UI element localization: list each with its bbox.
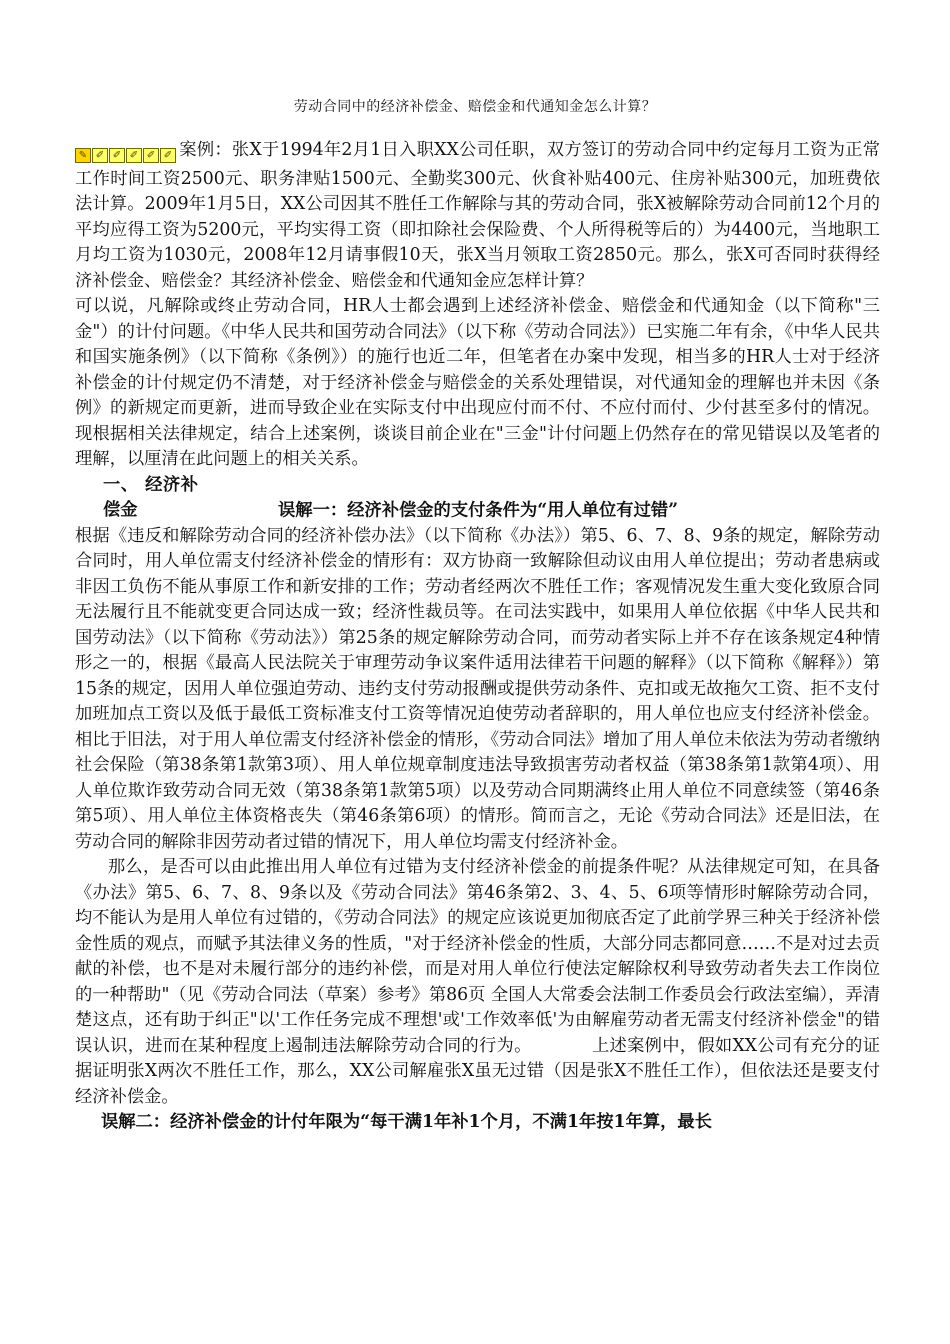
- section-heading-1: [75, 473, 880, 524]
- intro-paragraph: 可以说，凡解除或终止劳动合同，HR人士都会遇到上述经济补偿金、赔偿金和代通知金（以下简称"三金"）的计付问题。《中华人民共和国劳动合同法》（以下称《劳动合同法》）已实施二年有余，《中华人民共和国实施条例》（以下简称《条例》）的施行也近二年，但笔者在办案中发现，相当多的HR人士对于经济补偿金的计付规定仍不清楚，对于经济补偿金与赔偿金的关系处理错误，对代通知金的理解也并未因《条例》的新规定而更新，进而导致企业在实际支付中出现应付而不付、不应付而付、少付甚至多付的情况。现根据相关法律规定，结合上述案例，谈谈目前企业在"三金"计付问题上仍然存在的常见错误以及笔者的理解，以厘清在此问题上的相关关系。: [75, 296, 880, 469]
- section2-text: 那么，是否可以由此推出用人单位有过错为支付经济补偿金的前提条件呢？从法律规定可知，在具备《办法》第5、6、7、8、9条以及《劳动合同法》第46条第2、3、4、5、6项等情形时解除劳动合同，均不能认为是用人单位有过错的，《劳动合同法》的规定应该说更加彻底否定了此前学界三种关于经济补偿金性质的观点，而赋予其法律义务的性质，"对于经济补偿金的性质，大部分同志都同意……不是对过去贡献的补偿，也不是对未履行部分的违约补偿，而是对用人单位行使法定解除权利导致劳动者失去工作岗位的一种帮助"（见《劳动合同法（草案）参考》第86页 全国人大常委会法制工作委员会行政法室编），弄清楚这点，还有助于纠正"以'工作任务完成不理想'或'工作效率低'为由解雇劳动者无需支付经济补偿金"的错误认识，进而在某种程度上遏制违法解除劳动合同的行为。: [75, 857, 880, 1056]
- misconception-one-title: 误解一：经济补偿金的支付条件为“用人单位有过错”: [278, 500, 679, 520]
- edit-icon: ✐: [92, 148, 108, 163]
- section-number-title: 一、 经济补偿金: [103, 474, 198, 520]
- misconception-two-title: 误解二：经济补偿金的计付年限为“每干满1年补1个月，不满1年按1年算，最长: [100, 1112, 712, 1132]
- edit-icon: ✐: [143, 148, 159, 163]
- edit-icon: ✐: [109, 148, 125, 163]
- section2-paragraph: [75, 855, 880, 1110]
- document-title: 劳动合同中的经济补偿金、赔偿金和代通知金怎么计算？: [293, 99, 657, 115]
- section1-paragraph: 根据《违反和解除劳动合同的经济补偿办法》（以下简称《办法》）第5、6、7、8、9条的规定，解除劳动合同时，用人单位需支付经济补偿金的情形有：双方协商一致解除但动议由用人单位提出；劳动者患病或非因工负伤不能从事原工作和新安排的工作；劳动者经两次不胜任工作；客观情况发生重大变化致原合同无法履行且不能就变更合同达成一致；经济性裁员等。在司法实践中，如果用人单位依据《中华人民共和国劳动法》（以下简称《劳动法》）第25条的规定解除劳动合同，而劳动者实际上并不存在该条规定4种情形之一的，根据《最高人民法院关于审理劳动争议案件适用法律若干问题的解释》（以下简称《解释》）第15条的规定，因用人单位强迫劳动、违约支付劳动报酬或提供劳动条件、克扣或无故拖欠工资、拒不支付加班加点工资以及低于最低工资标准支付工资等情况迫使劳动者辞职的，用人单位也应支付经济补偿金。相比于旧法，对于用人单位需支付经济补偿金的情形，《劳动合同法》增加了用人单位未依法为劳动者缴纳社会保险（第38条第1款第3项）、用人单位规章制度违法导致损害劳动者权益（第38条第1款第4项）、用人单位欺诈致劳动合同无效（第38条第1款第5项）以及劳动合同期满终止用人单位不同意续签（第46条第5项）、用人单位主体资格丧失（第46条第6项）的情形。简而言之，无论《劳动合同法》还是旧法，在劳动合同的解除非因劳动者过错的情况下，用人单位均需支付经济补金。: [75, 525, 880, 852]
- edit-icon: ✐: [160, 148, 176, 163]
- document-body: [75, 138, 880, 1136]
- edit-icon: ✐: [126, 148, 142, 163]
- case-text: 案例：张X于1994年2月1日入职XX公司任职，双方签订的劳动合同中约定每月工资为正常工作时间工资2500元、职务津贴1500元、全勤奖300元、伙食补贴400元、住房补贴300元，加班费依法计算。2009年1月5日，XX公司因其不胜任工作解除与其的劳动合同，张X被解除劳动合同前12个月的平均应得工资为5200元，平均实得工资（即扣除社会保险费、个人所得税等后的）为4400元，当地职工月均工资为1030元，2008年12月请事假10天，张X当月领取工资2850元。那么，张X可否同时获得经济补偿金、赔偿金？其经济补偿金、赔偿金和代通知金应怎样计算？: [75, 140, 880, 291]
- icon-strip: [75, 141, 177, 167]
- section2-case-text: 上述案例中，假如XX公司有充分的证据证明张X两次不胜任工作，那么，XX公司解雇张X虽无过错（因是张X不胜任工作），但依法还是要支付经济补偿金。: [75, 1035, 880, 1107]
- case-paragraph: [75, 138, 880, 294]
- pencil-icon: ✎: [75, 148, 91, 163]
